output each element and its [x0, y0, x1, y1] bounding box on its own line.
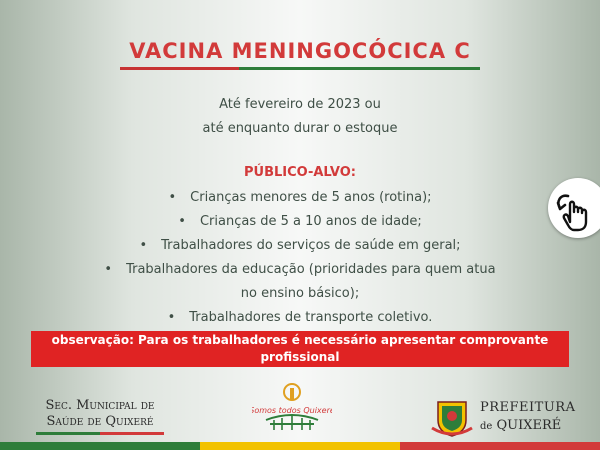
- title-divider: [120, 67, 480, 70]
- city-hall-name: QUIXERÉ: [496, 418, 562, 433]
- target-audience-list: [0, 186, 600, 330]
- stripe-yellow: [200, 442, 400, 450]
- list-item: • Trabalhadores do serviços de saúde em geral;: [0, 234, 600, 258]
- notice-text: observação: Para os trabalhadores é necessário apresentar comprovante profissional: [51, 333, 549, 364]
- city-hall-line-2: [480, 418, 561, 433]
- list-item: • Crianças menores de 5 anos (rotina);: [0, 186, 600, 210]
- coat-of-arms-icon: [430, 398, 474, 438]
- availability-line-2: até enquanto durar o estoque: [202, 121, 398, 136]
- health-secretariat-rule: [36, 432, 164, 435]
- city-hall-prefix: de: [480, 421, 493, 432]
- stripe-red: [400, 442, 600, 450]
- city-slogan-text: Somos todos Quixeré: [252, 406, 332, 415]
- list-item: • Crianças de 5 a 10 anos de idade;: [0, 210, 600, 234]
- page-title: VACINA MENINGOCÓCICA C: [129, 39, 471, 63]
- city-hall-line-1: PREFEITURA: [480, 400, 576, 415]
- swipe-hand-graphic: [548, 182, 600, 234]
- availability-line-1: Até fevereiro de 2023 ou: [219, 97, 381, 112]
- swipe-hand-icon[interactable]: [548, 178, 600, 238]
- city-emblem-icon: [252, 380, 332, 438]
- health-secretariat-logo: [30, 398, 170, 435]
- stripe-green: [0, 442, 200, 450]
- health-secretariat-line-1: Sec. Municipal de: [45, 398, 155, 413]
- color-stripe-bar: [0, 442, 600, 450]
- list-item: • Trabalhadores de transporte coletivo.: [0, 306, 600, 330]
- footer: [0, 380, 600, 440]
- target-audience-label: PÚBLICO-ALVO:: [244, 165, 356, 180]
- availability-text: [0, 93, 600, 141]
- city-hall-logo: [430, 398, 590, 438]
- health-secretariat-line-2: Saúde de Quixeré: [46, 414, 154, 429]
- city-slogan-logo: [252, 380, 332, 438]
- notice-banner: [31, 331, 569, 367]
- list-item: • Trabalhadores da educação (prioridades para quem atua: [0, 258, 600, 282]
- list-item-continuation: no ensino básico);: [240, 286, 360, 301]
